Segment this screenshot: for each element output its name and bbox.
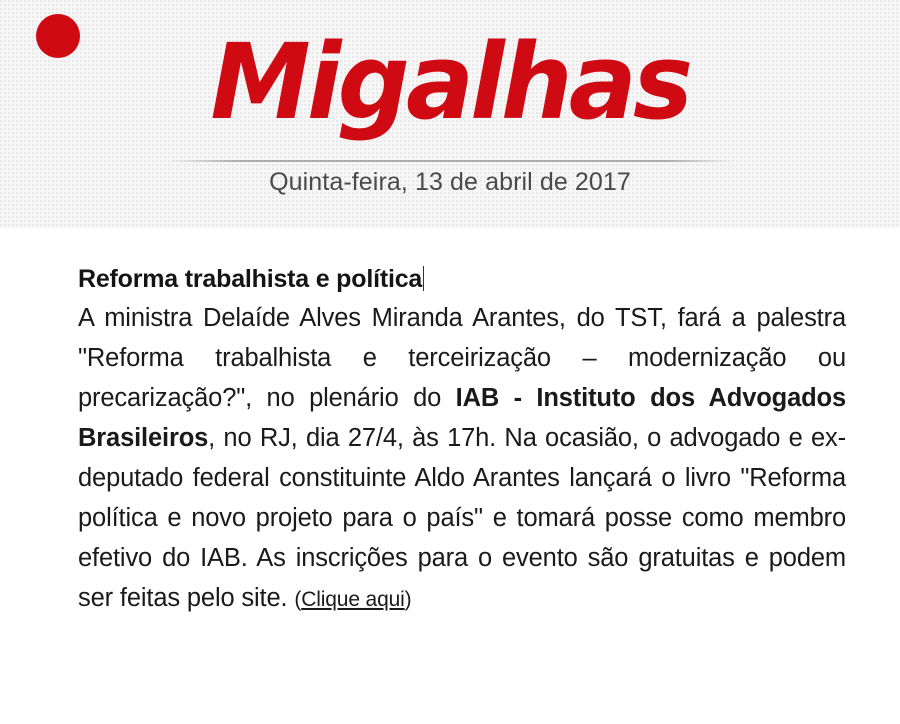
article-body-part-1: A ministra Delaíde Alves Miranda Arantes, do TST, fará a palestra "Reforma trabalhista e terceirização – modernização ou precarização?", no plenário do xyxy=(78,304,846,412)
issue-date: Quinta-feira, 13 de abril de 2017 xyxy=(269,168,631,196)
brand-logo-text: Migalhas xyxy=(210,21,690,143)
logo-dot-icon xyxy=(36,14,80,58)
registration-link[interactable]: Clique aqui xyxy=(301,588,405,611)
registration-link-wrap xyxy=(294,588,411,611)
link-close-paren: ) xyxy=(404,588,412,611)
article-body-part-2: , no RJ, dia 27/4, às 17h. Na ocasião, o advogado e ex-deputado federal constituinte Aldo Arantes lançará o livro "Reforma política e novo projeto para o país" e tomará posse como membro efetivo do IAB. As inscrições para o evento são gratuitas e podem ser feitas pelo site. xyxy=(78,424,846,612)
text-cursor xyxy=(423,266,424,291)
article-bold-entity: IAB - Instituto dos Advogados Brasileiros xyxy=(78,384,846,452)
headline-text: Reforma trabalhista e política xyxy=(78,265,423,293)
masthead-divider xyxy=(168,160,734,162)
article-body xyxy=(78,298,846,620)
article xyxy=(78,262,846,620)
page-title xyxy=(78,262,424,296)
link-open-paren: ( xyxy=(294,588,302,611)
masthead xyxy=(0,0,900,228)
brand-logo[interactable] xyxy=(0,21,900,143)
